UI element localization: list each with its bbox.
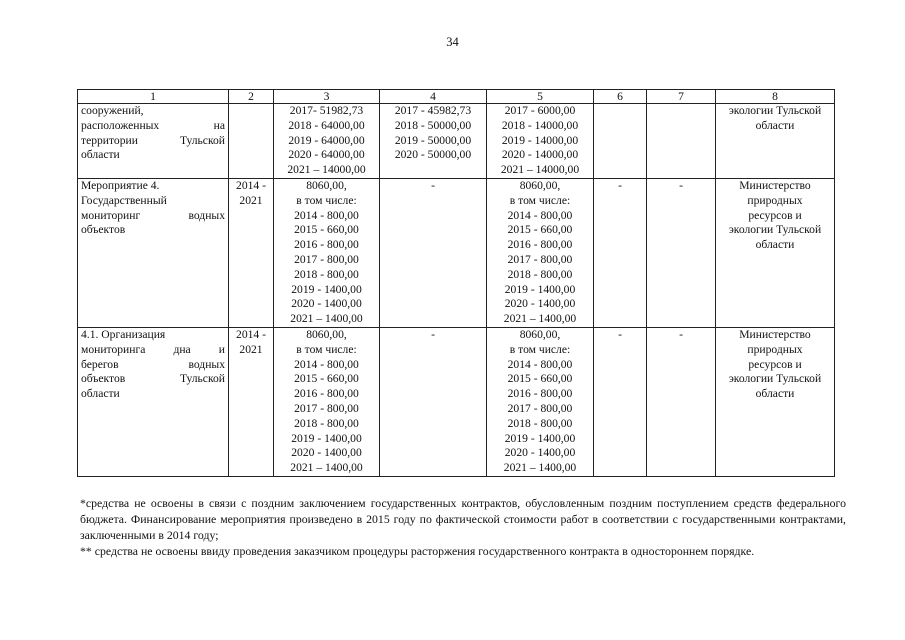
regional-funding-cell-line: 2018 - 800,00	[507, 416, 573, 430]
table-row	[78, 104, 835, 179]
measure-name-word: области	[81, 387, 120, 401]
column-7-cell	[647, 104, 716, 179]
measure-name-word: Тульской	[179, 372, 225, 386]
header-cell: 3	[274, 90, 380, 104]
regional-funding-cell-line: 2014 - 800,00	[507, 357, 573, 371]
executor-cell-line: области	[755, 238, 795, 252]
executor-cell	[716, 178, 835, 327]
total-funding-cell-line: 8060,00,	[306, 178, 347, 192]
measure-name-word: Мероприятие 4.	[81, 178, 160, 192]
regional-funding-cell-line: 2019 - 14000,00	[501, 133, 579, 147]
regional-funding-cell-line: 2017 - 800,00	[507, 401, 573, 415]
regional-funding-cell	[487, 178, 594, 327]
total-funding-cell	[274, 327, 380, 476]
regional-funding-cell-line: 2016 - 800,00	[507, 238, 573, 252]
executor-cell-line: области	[755, 387, 795, 401]
executor-cell-line: природных	[747, 342, 803, 356]
total-funding-cell-line: 2014 - 800,00	[294, 208, 359, 222]
measure-name-word: расположенных	[81, 118, 160, 132]
measure-name-word: объектов	[81, 223, 126, 237]
column-6-cell	[594, 104, 647, 179]
total-funding-cell	[274, 178, 380, 327]
measure-name-line	[81, 104, 225, 119]
measure-name-cell	[78, 178, 229, 327]
measure-name-line	[81, 223, 225, 238]
regional-funding-cell-line: 2015 - 660,00	[507, 223, 573, 237]
period-cell-line: 2021	[239, 342, 263, 356]
header-cell: 5	[487, 90, 594, 104]
regional-funding-cell-line: 2015 - 660,00	[507, 372, 573, 386]
table-header-row	[78, 90, 835, 104]
measure-name-line	[81, 119, 225, 134]
regional-funding-cell-line: в том числе:	[509, 342, 571, 356]
measure-name-word: берегов	[81, 357, 119, 371]
measure-name-line	[81, 328, 225, 343]
regional-funding-cell-line: 2020 - 14000,00	[501, 148, 579, 162]
measure-name-word: области	[81, 148, 120, 162]
measure-name-word: территории	[81, 133, 138, 147]
federal-funding-cell-line: 2020 - 50000,00	[394, 148, 472, 162]
total-funding-cell-line: 2019 - 1400,00	[291, 282, 362, 296]
regional-funding-cell-line: 8060,00,	[519, 178, 561, 192]
measure-name-line	[81, 209, 225, 224]
total-funding-cell-line: 2021 – 1400,00	[290, 312, 363, 326]
total-funding-cell-line: 2016 - 800,00	[294, 387, 359, 401]
executor-cell-line: природных	[747, 193, 803, 207]
table-body	[78, 90, 835, 477]
measure-name-word: 4.1. Организация	[81, 327, 166, 341]
total-funding-cell-line: 8060,00,	[306, 327, 347, 341]
total-funding-cell-line: 2020 - 1400,00	[291, 446, 362, 460]
measure-name-word: мониторинга	[81, 342, 146, 356]
regional-funding-cell-line: 2021 – 1400,00	[503, 312, 577, 326]
header-cell: 4	[380, 90, 487, 104]
measure-name-word: объектов	[81, 372, 126, 386]
regional-funding-cell-line: 2019 - 1400,00	[504, 282, 576, 296]
page-number: 34	[446, 35, 459, 49]
measure-name-line	[81, 358, 225, 373]
header-cell: 6	[594, 90, 647, 104]
header-cell: 7	[647, 90, 716, 104]
total-funding-cell-line: 2017- 51982,73	[289, 104, 364, 117]
total-funding-cell-line: 2017 - 800,00	[294, 252, 359, 266]
period-cell	[229, 178, 274, 327]
measure-name-word: мониторинг	[81, 208, 141, 222]
measure-name-line	[81, 179, 225, 194]
header-cell: 8	[716, 90, 835, 104]
executor-cell-line: Министерство	[739, 178, 811, 192]
regional-funding-cell-line: 2020 - 1400,00	[504, 446, 576, 460]
measure-name-word: водных	[188, 208, 225, 222]
regional-funding-cell-line: 2017 - 800,00	[507, 252, 573, 266]
total-funding-cell-line: 2019 - 64000,00	[288, 133, 365, 147]
regional-funding-cell	[487, 104, 594, 179]
table-row	[78, 327, 835, 476]
total-funding-cell-line: 2020 - 1400,00	[291, 297, 362, 311]
federal-funding-cell-line: 2018 - 50000,00	[394, 118, 472, 132]
regional-funding-cell-line: 2019 - 1400,00	[504, 431, 576, 445]
funding-table	[77, 89, 835, 477]
column-6-cell: -	[594, 178, 647, 327]
period-cell	[229, 104, 274, 179]
measure-name-word: сооружений,	[81, 104, 144, 117]
total-funding-cell-line: 2021 – 1400,00	[290, 461, 363, 475]
total-funding-cell-line: 2021 – 14000,00	[287, 163, 366, 177]
header-cell: 2	[229, 90, 274, 104]
total-funding-cell-line: 2018 - 800,00	[294, 267, 359, 281]
total-funding-cell-line: 2018 - 64000,00	[288, 118, 365, 132]
measure-name-line	[81, 134, 225, 149]
measure-name-word: Государственный	[81, 193, 167, 207]
total-funding-cell-line: в том числе:	[296, 342, 357, 356]
total-funding-cell-line: 2018 - 800,00	[294, 416, 359, 430]
measure-name-line	[81, 148, 225, 163]
federal-funding-cell-line: -	[431, 178, 435, 192]
executor-cell-line: экологии Тульской	[728, 223, 822, 237]
measure-name-word: дна	[173, 342, 191, 356]
measure-name-word: и	[218, 342, 225, 356]
total-funding-cell-line: 2015 - 660,00	[294, 223, 359, 237]
executor-cell-line: экологии Тульской	[728, 104, 822, 117]
federal-funding-cell-line: -	[431, 327, 435, 341]
executor-cell-line: Министерство	[739, 327, 811, 341]
period-cell-line: 2014 -	[236, 327, 266, 341]
header-cell: 1	[78, 90, 229, 104]
executor-cell-line: области	[755, 118, 795, 132]
column-7-cell: -	[647, 178, 716, 327]
footnotes	[80, 495, 846, 559]
table-row	[78, 178, 835, 327]
measure-name-line	[81, 387, 225, 402]
regional-funding-cell	[487, 327, 594, 476]
footnote-2: ** средства не освоены ввиду проведения заказчиком процедуры расторжения государственного контракта в одностороннем порядке.	[80, 544, 755, 558]
regional-funding-cell-line: 2018 - 14000,00	[501, 118, 579, 132]
period-cell-line: 2021	[239, 193, 263, 207]
federal-funding-cell	[380, 178, 487, 327]
regional-funding-cell-line: 2021 – 1400,00	[503, 461, 577, 475]
executor-cell-line: экологии Тульской	[728, 372, 822, 386]
column-7-cell: -	[647, 327, 716, 476]
total-funding-cell-line: 2016 - 800,00	[294, 238, 359, 252]
federal-funding-cell	[380, 104, 487, 179]
regional-funding-cell-line: 2018 - 800,00	[507, 267, 573, 281]
regional-funding-cell-line: 2016 - 800,00	[507, 387, 573, 401]
executor-cell	[716, 104, 835, 179]
measure-name-cell	[78, 104, 229, 179]
period-cell-line: 2014 -	[236, 178, 266, 192]
executor-cell	[716, 327, 835, 476]
total-funding-cell-line: 2014 - 800,00	[294, 357, 359, 371]
executor-cell-line: ресурсов и	[748, 208, 802, 222]
regional-funding-cell-line: 2017 - 6000,00	[504, 104, 576, 117]
federal-funding-cell-line: 2017 - 45982,73	[394, 104, 472, 117]
total-funding-cell	[274, 104, 380, 179]
regional-funding-cell-line: 2020 - 1400,00	[504, 297, 576, 311]
measure-name-cell	[78, 327, 229, 476]
measure-name-word: на	[213, 118, 225, 132]
measure-name-line	[81, 343, 225, 358]
total-funding-cell-line: 2015 - 660,00	[294, 372, 359, 386]
regional-funding-cell-line: 8060,00,	[519, 327, 561, 341]
federal-funding-cell	[380, 327, 487, 476]
measure-name-word: Тульской	[179, 133, 225, 147]
regional-funding-cell-line: 2014 - 800,00	[507, 208, 573, 222]
total-funding-cell-line: 2019 - 1400,00	[291, 431, 362, 445]
regional-funding-cell-line: 2021 – 14000,00	[500, 163, 580, 177]
regional-funding-cell-line: в том числе:	[509, 193, 571, 207]
executor-cell-line: ресурсов и	[748, 357, 802, 371]
period-cell	[229, 327, 274, 476]
measure-name-line	[81, 194, 225, 209]
total-funding-cell-line: 2017 - 800,00	[294, 401, 359, 415]
column-6-cell: -	[594, 327, 647, 476]
measure-name-word: водных	[188, 357, 225, 371]
total-funding-cell-line: в том числе:	[296, 193, 357, 207]
footnote-1: *средства не освоены в связи с поздним заключением государственных контрактов, обусловленным поздним поступлением средств федерального бюджета. Финансирование мероприятия произведено в 2015 году по фактической стоимости работ в соответствии с государственными контрактами, заключенными в 2014 году;	[80, 496, 846, 542]
federal-funding-cell-line: 2019 - 50000,00	[394, 133, 472, 147]
total-funding-cell-line: 2020 - 64000,00	[288, 148, 365, 162]
measure-name-line	[81, 372, 225, 387]
